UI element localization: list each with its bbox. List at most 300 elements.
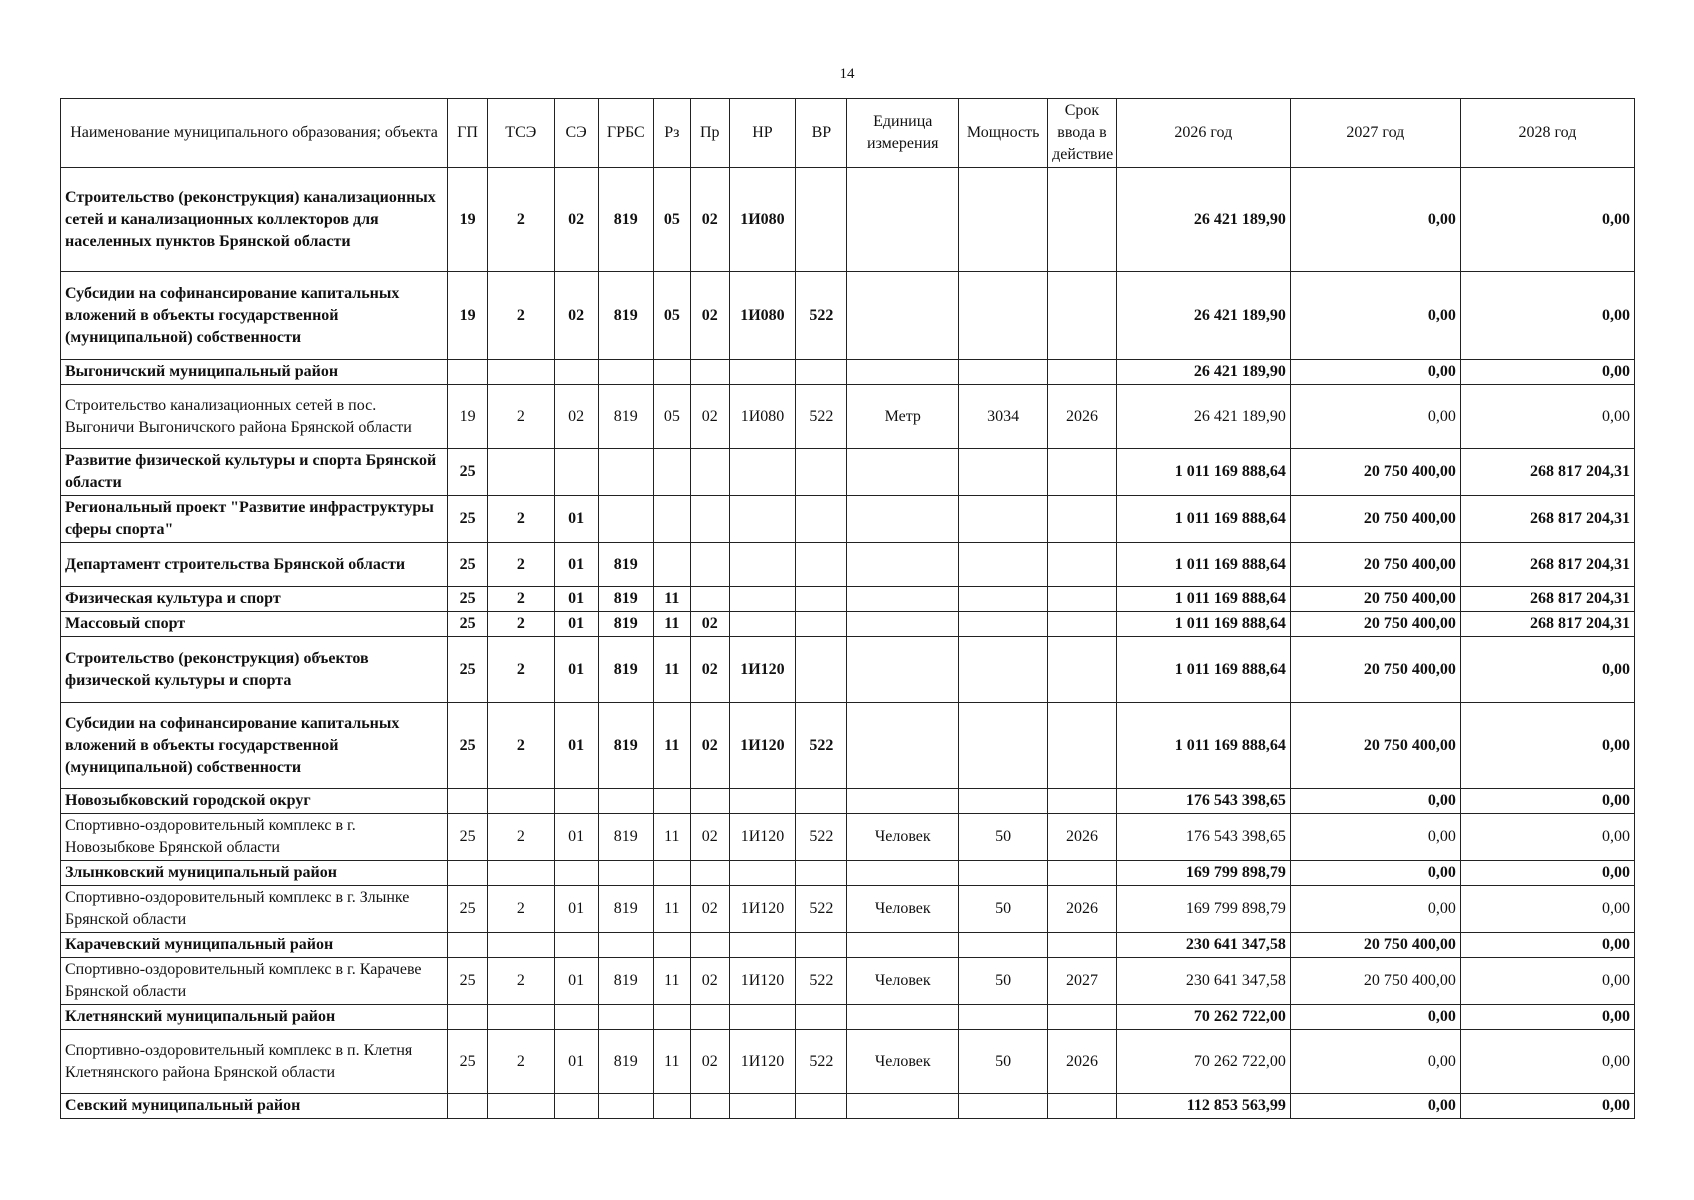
cell-vr [796, 637, 847, 703]
cell-pr: 02 [690, 168, 729, 272]
cell-rz: 05 [653, 272, 690, 360]
cell-name: Выгоничский муниципальный район [61, 360, 448, 385]
cell-term [1048, 1005, 1117, 1030]
cell-se: 02 [554, 168, 598, 272]
cell-y2026: 26 421 189,90 [1116, 360, 1290, 385]
cell-rz [653, 1094, 690, 1119]
column-header-rz: Рз [653, 99, 690, 168]
cell-y2026: 112 853 563,99 [1116, 1094, 1290, 1119]
cell-tse [488, 1005, 555, 1030]
cell-name: Новозыбковский городской округ [61, 789, 448, 814]
cell-grbs: 819 [598, 272, 653, 360]
cell-tse [488, 861, 555, 886]
column-header-nr: НР [729, 99, 796, 168]
cell-rz: 11 [653, 587, 690, 612]
cell-unit: Человек [847, 886, 959, 933]
cell-power: 3034 [959, 385, 1048, 449]
cell-term: 2026 [1048, 1030, 1117, 1094]
cell-vr: 522 [796, 958, 847, 1005]
cell-tse [488, 449, 555, 496]
cell-nr [729, 449, 796, 496]
cell-gp: 25 [448, 543, 488, 587]
cell-gp: 25 [448, 814, 488, 861]
cell-y2026: 230 641 347,58 [1116, 958, 1290, 1005]
cell-power [959, 1005, 1048, 1030]
cell-unit [847, 360, 959, 385]
cell-name: Массовый спорт [61, 612, 448, 637]
cell-y2027: 20 750 400,00 [1290, 543, 1460, 587]
cell-unit [847, 543, 959, 587]
column-header-2027: 2027 год [1290, 99, 1460, 168]
cell-name: Спортивно-оздоровительный комплекс в г. Новозыбкове Брянской области [61, 814, 448, 861]
cell-grbs: 819 [598, 958, 653, 1005]
cell-rz [653, 1005, 690, 1030]
cell-tse: 2 [488, 385, 555, 449]
table-row [61, 360, 1635, 385]
cell-name: Клетнянский муниципальный район [61, 1005, 448, 1030]
cell-tse: 2 [488, 272, 555, 360]
cell-rz [653, 861, 690, 886]
cell-pr: 02 [690, 958, 729, 1005]
cell-grbs: 819 [598, 1030, 653, 1094]
cell-gp: 25 [448, 1030, 488, 1094]
cell-unit [847, 703, 959, 789]
cell-se: 01 [554, 587, 598, 612]
cell-pr: 02 [690, 612, 729, 637]
cell-rz [653, 933, 690, 958]
cell-gp: 25 [448, 449, 488, 496]
column-header-pr: Пр [690, 99, 729, 168]
cell-se: 01 [554, 958, 598, 1005]
table-row [61, 958, 1635, 1005]
cell-grbs: 819 [598, 168, 653, 272]
cell-y2027: 0,00 [1290, 1094, 1460, 1119]
cell-nr [729, 1094, 796, 1119]
column-header-gp: ГП [448, 99, 488, 168]
cell-se [554, 360, 598, 385]
column-header-grbs: ГРБС [598, 99, 653, 168]
cell-se: 02 [554, 272, 598, 360]
cell-rz: 05 [653, 385, 690, 449]
cell-vr [796, 168, 847, 272]
cell-term [1048, 360, 1117, 385]
cell-pr [690, 496, 729, 543]
cell-tse [488, 1094, 555, 1119]
cell-nr [729, 543, 796, 587]
cell-power [959, 933, 1048, 958]
cell-y2026: 1 011 169 888,64 [1116, 587, 1290, 612]
cell-gp: 25 [448, 587, 488, 612]
table-row [61, 1094, 1635, 1119]
cell-rz: 11 [653, 703, 690, 789]
cell-unit [847, 861, 959, 886]
cell-power [959, 168, 1048, 272]
cell-tse: 2 [488, 703, 555, 789]
cell-unit [847, 449, 959, 496]
cell-tse: 2 [488, 1030, 555, 1094]
cell-y2026: 26 421 189,90 [1116, 168, 1290, 272]
table-row [61, 861, 1635, 886]
cell-pr [690, 360, 729, 385]
cell-pr: 02 [690, 385, 729, 449]
cell-pr [690, 587, 729, 612]
cell-y2027: 20 750 400,00 [1290, 637, 1460, 703]
cell-y2026: 1 011 169 888,64 [1116, 703, 1290, 789]
cell-tse: 2 [488, 587, 555, 612]
cell-se: 01 [554, 703, 598, 789]
table-row [61, 933, 1635, 958]
cell-rz: 11 [653, 1030, 690, 1094]
cell-vr: 522 [796, 703, 847, 789]
cell-gp: 25 [448, 703, 488, 789]
cell-unit: Человек [847, 1030, 959, 1094]
cell-unit: Человек [847, 814, 959, 861]
cell-rz: 05 [653, 168, 690, 272]
cell-gp: 25 [448, 958, 488, 1005]
cell-se: 02 [554, 385, 598, 449]
table-row [61, 168, 1635, 272]
cell-y2028: 0,00 [1460, 1005, 1634, 1030]
cell-vr [796, 587, 847, 612]
cell-y2026: 169 799 898,79 [1116, 861, 1290, 886]
cell-term: 2026 [1048, 886, 1117, 933]
cell-name: Физическая культура и спорт [61, 587, 448, 612]
cell-y2026: 26 421 189,90 [1116, 385, 1290, 449]
cell-y2028: 0,00 [1460, 958, 1634, 1005]
cell-power [959, 637, 1048, 703]
cell-gp: 25 [448, 886, 488, 933]
cell-power [959, 360, 1048, 385]
cell-grbs [598, 789, 653, 814]
column-header-power: Мощность [959, 99, 1048, 168]
cell-nr [729, 360, 796, 385]
cell-pr: 02 [690, 814, 729, 861]
cell-y2028: 0,00 [1460, 637, 1634, 703]
cell-term [1048, 789, 1117, 814]
cell-term [1048, 703, 1117, 789]
cell-gp: 19 [448, 385, 488, 449]
cell-se: 01 [554, 1030, 598, 1094]
column-header-se: СЭ [554, 99, 598, 168]
cell-name: Спортивно-оздоровительный комплекс в п. Клетня Клетнянского района Брянской области [61, 1030, 448, 1094]
cell-rz: 11 [653, 612, 690, 637]
cell-nr [729, 861, 796, 886]
cell-term [1048, 587, 1117, 612]
cell-y2027: 20 750 400,00 [1290, 703, 1460, 789]
cell-power: 50 [959, 1030, 1048, 1094]
cell-name: Севский муниципальный район [61, 1094, 448, 1119]
cell-y2026: 70 262 722,00 [1116, 1030, 1290, 1094]
cell-grbs: 819 [598, 637, 653, 703]
cell-name: Строительство канализационных сетей в пос. Выгоничи Выгоничского района Брянской области [61, 385, 448, 449]
cell-vr: 522 [796, 886, 847, 933]
table-row [61, 886, 1635, 933]
cell-grbs [598, 360, 653, 385]
cell-unit [847, 587, 959, 612]
cell-y2026: 230 641 347,58 [1116, 933, 1290, 958]
cell-unit [847, 612, 959, 637]
cell-tse: 2 [488, 814, 555, 861]
cell-power [959, 272, 1048, 360]
cell-grbs [598, 1094, 653, 1119]
cell-tse [488, 360, 555, 385]
cell-y2028: 268 817 204,31 [1460, 496, 1634, 543]
cell-rz [653, 543, 690, 587]
cell-unit [847, 496, 959, 543]
cell-name: Развитие физической культуры и спорта Брянской области [61, 449, 448, 496]
cell-rz [653, 789, 690, 814]
cell-gp [448, 861, 488, 886]
cell-y2026: 169 799 898,79 [1116, 886, 1290, 933]
cell-vr [796, 543, 847, 587]
cell-pr: 02 [690, 886, 729, 933]
cell-y2026: 70 262 722,00 [1116, 1005, 1290, 1030]
cell-vr [796, 1005, 847, 1030]
cell-gp [448, 1005, 488, 1030]
cell-y2027: 0,00 [1290, 272, 1460, 360]
table-header-row [61, 99, 1635, 168]
cell-y2026: 176 543 398,65 [1116, 789, 1290, 814]
cell-rz: 11 [653, 958, 690, 1005]
cell-vr [796, 360, 847, 385]
cell-y2027: 20 750 400,00 [1290, 449, 1460, 496]
cell-vr: 522 [796, 1030, 847, 1094]
cell-pr: 02 [690, 637, 729, 703]
cell-y2027: 0,00 [1290, 789, 1460, 814]
cell-tse: 2 [488, 637, 555, 703]
cell-y2028: 268 817 204,31 [1460, 612, 1634, 637]
cell-name: Субсидии на софинансирование капитальных вложений в объекты государственной (муниципальной) собственности [61, 703, 448, 789]
column-header-vr: ВР [796, 99, 847, 168]
cell-grbs [598, 449, 653, 496]
cell-pr [690, 933, 729, 958]
cell-grbs: 819 [598, 814, 653, 861]
cell-rz [653, 360, 690, 385]
cell-name: Спортивно-оздоровительный комплекс в г. Злынке Брянской области [61, 886, 448, 933]
cell-y2028: 0,00 [1460, 168, 1634, 272]
cell-grbs: 819 [598, 385, 653, 449]
cell-gp [448, 1094, 488, 1119]
cell-term [1048, 933, 1117, 958]
cell-name: Субсидии на софинансирование капитальных вложений в объекты государственной (муниципальной) собственности [61, 272, 448, 360]
cell-pr [690, 789, 729, 814]
cell-power [959, 789, 1048, 814]
cell-tse: 2 [488, 543, 555, 587]
table-row [61, 272, 1635, 360]
table-row [61, 587, 1635, 612]
cell-se: 01 [554, 814, 598, 861]
cell-vr [796, 933, 847, 958]
cell-se: 01 [554, 496, 598, 543]
cell-unit [847, 168, 959, 272]
cell-gp: 19 [448, 272, 488, 360]
cell-nr: 1И080 [729, 168, 796, 272]
cell-y2028: 0,00 [1460, 933, 1634, 958]
table-body [61, 168, 1635, 1119]
cell-y2027: 0,00 [1290, 1030, 1460, 1094]
cell-unit [847, 789, 959, 814]
cell-y2028: 0,00 [1460, 360, 1634, 385]
cell-gp: 19 [448, 168, 488, 272]
cell-se [554, 1094, 598, 1119]
cell-term [1048, 496, 1117, 543]
cell-se: 01 [554, 637, 598, 703]
table-row [61, 789, 1635, 814]
cell-vr [796, 612, 847, 637]
cell-term [1048, 1094, 1117, 1119]
cell-name: Спортивно-оздоровительный комплекс в г. Карачеве Брянской области [61, 958, 448, 1005]
cell-y2027: 0,00 [1290, 360, 1460, 385]
cell-gp [448, 933, 488, 958]
cell-y2028: 0,00 [1460, 385, 1634, 449]
cell-power [959, 587, 1048, 612]
cell-se: 01 [554, 543, 598, 587]
budget-table [60, 98, 1635, 1119]
cell-term [1048, 272, 1117, 360]
cell-nr: 1И080 [729, 272, 796, 360]
cell-y2028: 268 817 204,31 [1460, 543, 1634, 587]
cell-grbs [598, 496, 653, 543]
cell-vr [796, 789, 847, 814]
cell-unit: Метр [847, 385, 959, 449]
cell-y2028: 268 817 204,31 [1460, 449, 1634, 496]
cell-y2026: 176 543 398,65 [1116, 814, 1290, 861]
table-row [61, 814, 1635, 861]
cell-se [554, 789, 598, 814]
cell-power [959, 703, 1048, 789]
table-row [61, 385, 1635, 449]
cell-grbs: 819 [598, 703, 653, 789]
cell-se [554, 1005, 598, 1030]
cell-power [959, 1094, 1048, 1119]
cell-tse: 2 [488, 958, 555, 1005]
cell-term [1048, 637, 1117, 703]
cell-grbs [598, 933, 653, 958]
cell-power: 50 [959, 886, 1048, 933]
cell-unit [847, 637, 959, 703]
cell-y2028: 0,00 [1460, 272, 1634, 360]
cell-pr [690, 449, 729, 496]
cell-term [1048, 543, 1117, 587]
cell-y2027: 0,00 [1290, 814, 1460, 861]
cell-nr: 1И120 [729, 958, 796, 1005]
cell-rz [653, 449, 690, 496]
cell-rz: 11 [653, 814, 690, 861]
column-header-tse: ТСЭ [488, 99, 555, 168]
cell-name: Карачевский муниципальный район [61, 933, 448, 958]
page-number: 14 [839, 66, 855, 82]
cell-pr [690, 861, 729, 886]
table-row [61, 1005, 1635, 1030]
cell-term: 2026 [1048, 814, 1117, 861]
cell-se [554, 861, 598, 886]
cell-gp: 25 [448, 496, 488, 543]
table-row [61, 449, 1635, 496]
cell-nr: 1И080 [729, 385, 796, 449]
table-row [61, 496, 1635, 543]
cell-vr [796, 861, 847, 886]
cell-grbs: 819 [598, 886, 653, 933]
cell-y2028: 0,00 [1460, 814, 1634, 861]
cell-y2028: 0,00 [1460, 789, 1634, 814]
cell-y2027: 0,00 [1290, 861, 1460, 886]
cell-pr [690, 1005, 729, 1030]
column-header-2026: 2026 год [1116, 99, 1290, 168]
cell-nr: 1И120 [729, 814, 796, 861]
cell-y2028: 0,00 [1460, 861, 1634, 886]
cell-term [1048, 449, 1117, 496]
cell-power [959, 861, 1048, 886]
column-header-name: Наименование муниципального образования; объекта [61, 99, 448, 168]
column-header-term: Срок ввода в действие [1048, 99, 1117, 168]
cell-y2026: 1 011 169 888,64 [1116, 496, 1290, 543]
cell-power [959, 496, 1048, 543]
cell-tse [488, 933, 555, 958]
cell-se: 01 [554, 612, 598, 637]
cell-term: 2027 [1048, 958, 1117, 1005]
cell-tse [488, 789, 555, 814]
cell-pr [690, 1094, 729, 1119]
cell-name: Строительство (реконструкция) канализационных сетей и канализационных коллекторов для населенных пунктов Брянской области [61, 168, 448, 272]
cell-y2026: 26 421 189,90 [1116, 272, 1290, 360]
cell-power: 50 [959, 958, 1048, 1005]
cell-rz: 11 [653, 886, 690, 933]
cell-gp [448, 789, 488, 814]
cell-vr: 522 [796, 385, 847, 449]
cell-tse: 2 [488, 496, 555, 543]
cell-nr [729, 612, 796, 637]
cell-unit: Человек [847, 958, 959, 1005]
cell-y2027: 20 750 400,00 [1290, 958, 1460, 1005]
cell-term [1048, 612, 1117, 637]
cell-y2027: 20 750 400,00 [1290, 612, 1460, 637]
cell-y2028: 0,00 [1460, 1094, 1634, 1119]
cell-y2028: 0,00 [1460, 886, 1634, 933]
cell-pr: 02 [690, 703, 729, 789]
cell-nr [729, 789, 796, 814]
cell-y2028: 268 817 204,31 [1460, 587, 1634, 612]
table-row [61, 637, 1635, 703]
cell-y2027: 0,00 [1290, 385, 1460, 449]
column-header-unit: Единица измерения [847, 99, 959, 168]
cell-tse: 2 [488, 612, 555, 637]
cell-vr [796, 496, 847, 543]
cell-grbs [598, 1005, 653, 1030]
column-header-2028: 2028 год [1460, 99, 1634, 168]
cell-grbs: 819 [598, 543, 653, 587]
cell-power [959, 543, 1048, 587]
cell-rz [653, 496, 690, 543]
cell-nr [729, 587, 796, 612]
cell-nr [729, 1005, 796, 1030]
cell-name: Строительство (реконструкция) объектов физической культуры и спорта [61, 637, 448, 703]
cell-term [1048, 861, 1117, 886]
cell-nr: 1И120 [729, 637, 796, 703]
cell-y2026: 1 011 169 888,64 [1116, 612, 1290, 637]
cell-se [554, 449, 598, 496]
cell-nr: 1И120 [729, 703, 796, 789]
cell-gp: 25 [448, 612, 488, 637]
cell-term: 2026 [1048, 385, 1117, 449]
cell-grbs: 819 [598, 587, 653, 612]
table-row [61, 612, 1635, 637]
cell-y2027: 20 750 400,00 [1290, 496, 1460, 543]
cell-vr: 522 [796, 814, 847, 861]
cell-se: 01 [554, 886, 598, 933]
cell-pr: 02 [690, 1030, 729, 1094]
cell-y2027: 20 750 400,00 [1290, 587, 1460, 612]
table-row [61, 543, 1635, 587]
